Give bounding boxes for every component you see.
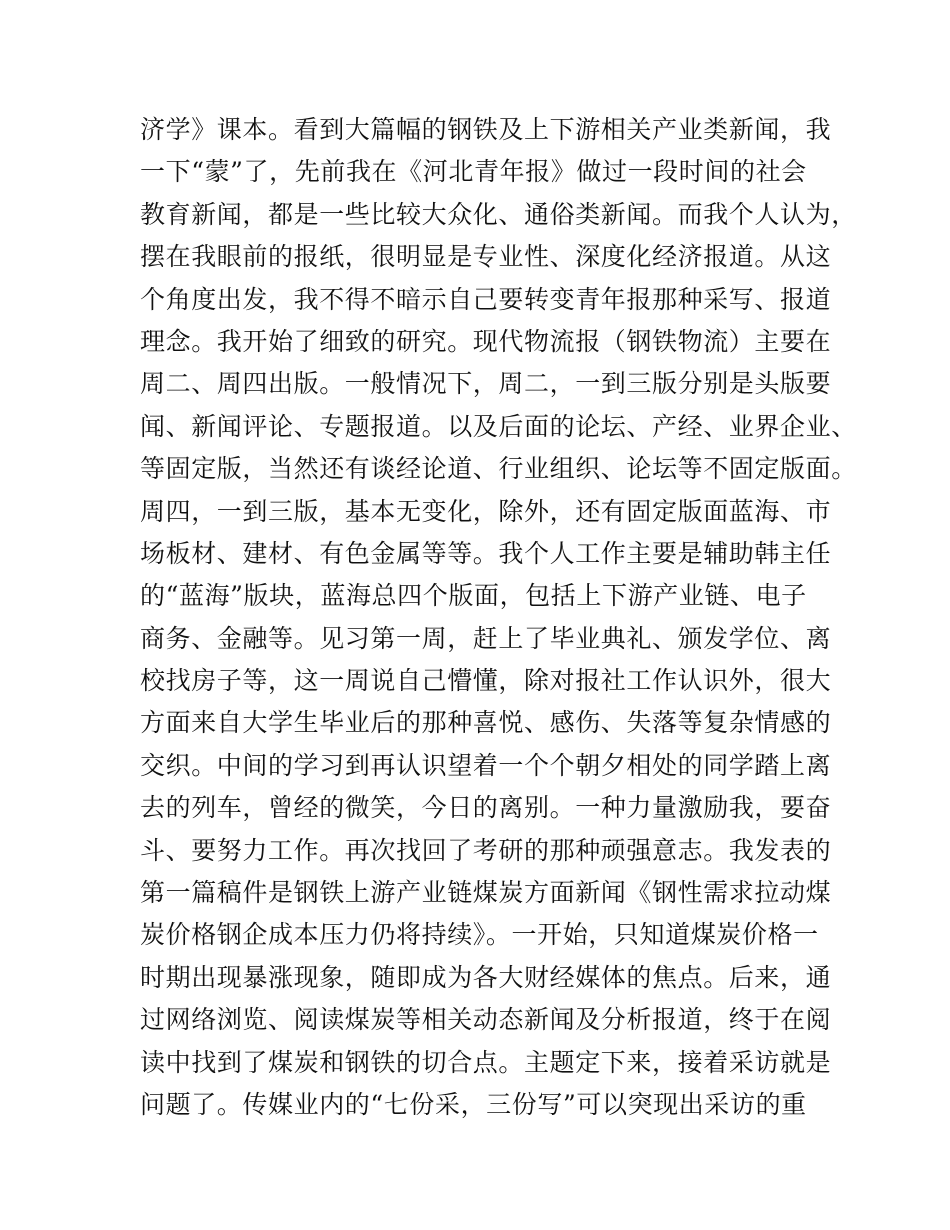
text-line: 理念。我开始了细致的研究。现代物流报（钢铁物流）主要在 [140, 326, 832, 356]
text-line: 方面来自大学生毕业后的那种喜悦、感伤、失落等复杂情感的 [140, 708, 832, 738]
text-line: 斗、要努力工作。再次找回了考研的那种顽强意志。我发表的 [140, 835, 832, 865]
text-line: 读中找到了煤炭和钢铁的切合点。主题定下来，接着采访就是 [140, 1047, 832, 1077]
text-line: 时期出现暴涨现象，随即成为各大财经媒体的焦点。后来，通 [140, 962, 832, 992]
text-line: 问题了。传媒业内的“七份采，三份写”可以突现出采访的重 [140, 1089, 807, 1119]
text-line: 场板材、建材、有色金属等等。我个人工作主要是辅助韩主任 [140, 538, 832, 568]
text-line: 校找房子等，这一周说自己懵懂，除对报社工作认识外，很大 [140, 666, 832, 696]
text-line: 教育新闻，都是一些比较大众化、通俗类新闻。而我个人认为， [140, 199, 857, 229]
text-line: 周二、周四出版。一般情况下，周二，一到三版分别是头版要 [140, 369, 832, 399]
text-line: 个角度出发，我不得不暗示自己要转变青年报那种采写、报道 [140, 284, 832, 314]
text-line: 济学》课本。看到大篇幅的钢铁及上下游相关产业类新闻，我 [140, 115, 832, 144]
text-line: 摆在我眼前的报纸，很明显是专业性、深度化经济报道。从这 [140, 242, 832, 272]
text-line: 一下“蒙”了，先前我在《河北青年报》做过一段时间的社会 [140, 157, 807, 187]
text-line: 的“蓝海”版块，蓝海总四个版面，包括上下游产业链、电子 [140, 581, 807, 611]
text-line: 等固定版，当然还有谈经论道、行业组织、论坛等不固定版面。 [140, 454, 857, 484]
text-line: 商务、金融等。见习第一周，赶上了毕业典礼、颁发学位、离 [140, 623, 832, 653]
text-line: 去的列车，曾经的微笑，今日的离别。一种力量激励我，要奋 [140, 793, 832, 823]
text-line: 闻、新闻评论、专题报道。以及后面的论坛、产经、业界企业、 [140, 411, 857, 441]
text-line: 第一篇稿件是钢铁上游产业链煤炭方面新闻《钢性需求拉动煤 [140, 878, 832, 908]
text-line: 周四，一到三版，基本无变化，除外，还有固定版面蓝海、市 [140, 496, 832, 526]
text-line: 交织。中间的学习到再认识望着一个个朝夕相处的同学踏上离 [140, 750, 832, 780]
text-line: 炭价格钢企成本压力仍将持续》。一开始，只知道煤炭价格一 [140, 920, 819, 950]
body-text [140, 109, 857, 1126]
text-line: 过网络浏览、阅读煤炭等相关动态新闻及分析报道，终于在阅 [140, 1005, 832, 1035]
